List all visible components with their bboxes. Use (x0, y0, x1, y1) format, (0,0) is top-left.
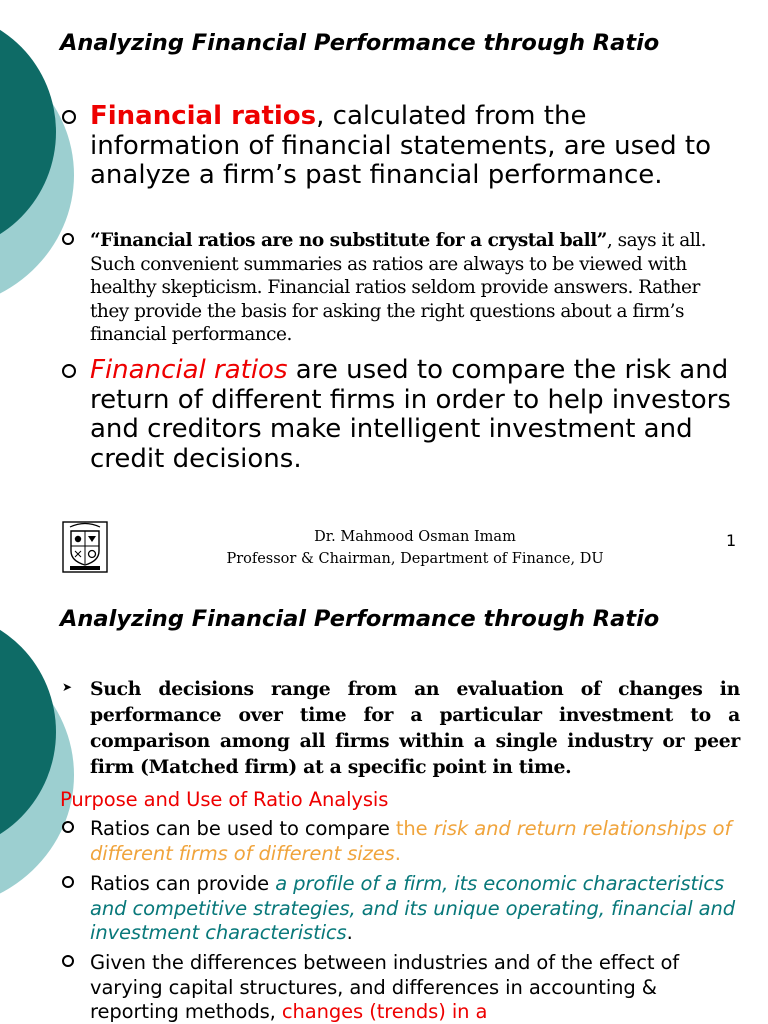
bullet-paragraph (90, 356, 740, 474)
item-text: Given the differences between industries and of the effect of varying capital structures, and differences in accounting & reporting methods, (90, 951, 680, 1023)
highlight-term: Financial ratios (90, 355, 288, 385)
slide-title: Analyzing Financial Performance through Ratio (60, 606, 660, 632)
bullet-paragraph (90, 102, 730, 191)
list-item (90, 817, 740, 866)
slide-title: Analyzing Financial Performance through Ratio (60, 30, 660, 56)
section-heading: Purpose and Use of Ratio Analysis (60, 788, 389, 811)
bullet-paragraph (90, 229, 740, 347)
bullet-text: are used to compare the risk and return of different firms in order to help investors and creditors make intelligent investment and credit decisions. (90, 355, 731, 474)
slide-2 (0, 600, 768, 1024)
bullet-marker (62, 364, 76, 378)
footer-position: Professor & Chairman, Department of Finance, DU (226, 551, 604, 567)
highlight-term: Financial ratios (90, 101, 317, 131)
item-text: Ratios can provide (90, 872, 276, 895)
university-crest-icon (62, 521, 108, 573)
item-text: Ratios can be used to compare (90, 817, 396, 840)
item-tail: . (346, 921, 353, 944)
bullet-marker (62, 821, 74, 833)
page-number: 1 (726, 531, 737, 550)
arrow-bullet-icon: ➤ (62, 680, 73, 694)
footer (180, 526, 650, 570)
list-item (90, 951, 740, 1024)
bullet-marker (62, 876, 74, 888)
item-highlight: the (395, 817, 434, 840)
bullet-marker (62, 955, 74, 967)
bullet-marker (62, 233, 74, 245)
item-tail: . (394, 841, 401, 865)
item-highlight: risk and return relationships of different firms of different sizes (90, 817, 732, 865)
arrow-bullet-paragraph: Such decisions range from an evaluation of changes in performance over time for a particular investment to a comparison among all firms within a single industry or peer firm (Matched firm) at a specific point in time. (90, 678, 740, 778)
quote-text: “Financial ratios are no substitute for a crystal ball” (90, 230, 607, 251)
footer-author: Dr. Mahmood Osman Imam (314, 529, 516, 545)
bullet-text: , calculated from the information of financial statements, are used to analyze a firm’s past financial performance. (90, 101, 711, 190)
slide-separator (0, 584, 768, 600)
item-highlight: a profile of a firm, its economic characteristics and competitive strategies, and its unique operating, financial and investment characteristics (90, 872, 736, 944)
bullet-marker (62, 110, 76, 124)
bullet-text: , says it all. Such convenient summaries as ratios are always to be viewed with healthy skepticism. Financial ratios seldom provide answers. Rather they provide the basis for asking the right questions about a firm’s financial performance. (90, 230, 706, 345)
item-highlight: changes (trends) in a (281, 1000, 488, 1023)
list-item (90, 872, 750, 946)
